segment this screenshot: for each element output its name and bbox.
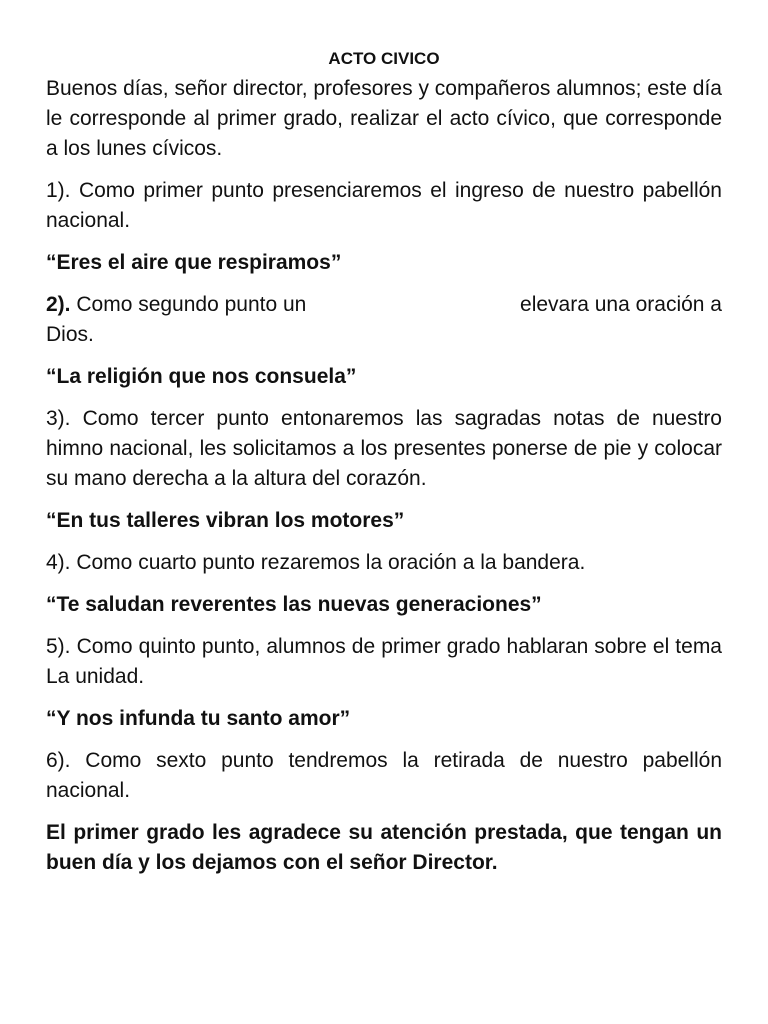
quote-1: “Eres el aire que respiramos” xyxy=(46,251,342,274)
point-1-paragraph: 1). Como primer punto presenciaremos el ingreso de nuestro pabellón nacional. xyxy=(46,179,722,232)
point-4-paragraph: 4). Como cuarto punto rezaremos la oración a la bandera. xyxy=(46,551,586,574)
point-2-number: 2). xyxy=(46,293,71,316)
point-2-text-c: Dios. xyxy=(46,323,94,346)
intro-paragraph: Buenos días, señor director, profesores y compañeros alumnos; este día le corresponde al primer grado, realizar el acto cívico, que corresponde a los lunes cívicos. xyxy=(46,77,722,160)
quote-4: “Te saludan reverentes las nuevas generaciones” xyxy=(46,593,542,616)
point-5-paragraph: 5). Como quinto punto, alumnos de primer grado hablaran sobre el tema La unidad. xyxy=(46,635,722,688)
point-2-text-a: Como segundo punto un xyxy=(70,293,307,316)
point-2-lead xyxy=(46,290,306,320)
point-6-paragraph: 6). Como sexto punto tendremos la retirada de nuestro pabellón nacional. xyxy=(46,749,722,802)
closing-paragraph: El primer grado les agradece su atención prestada, que tengan un buen día y los dejamos con el señor Director. xyxy=(46,821,722,874)
quote-5: “Y nos infunda tu santo amor” xyxy=(46,707,351,730)
document-page xyxy=(46,44,722,878)
point-2-line-1 xyxy=(46,290,722,320)
document-title: ACTO CIVICO xyxy=(328,49,440,68)
quote-3: “En tus talleres vibran los motores” xyxy=(46,509,405,532)
point-2-paragraph xyxy=(46,290,722,350)
quote-2: “La religión que nos consuela” xyxy=(46,365,357,388)
point-3-paragraph: 3). Como tercer punto entonaremos las sagradas notas de nuestro himno nacional, les solicitamos a los presentes ponerse de pie y colocar su mano derecha a la altura del corazón. xyxy=(46,407,722,490)
point-2-text-b: elevara una oración a xyxy=(520,293,722,316)
